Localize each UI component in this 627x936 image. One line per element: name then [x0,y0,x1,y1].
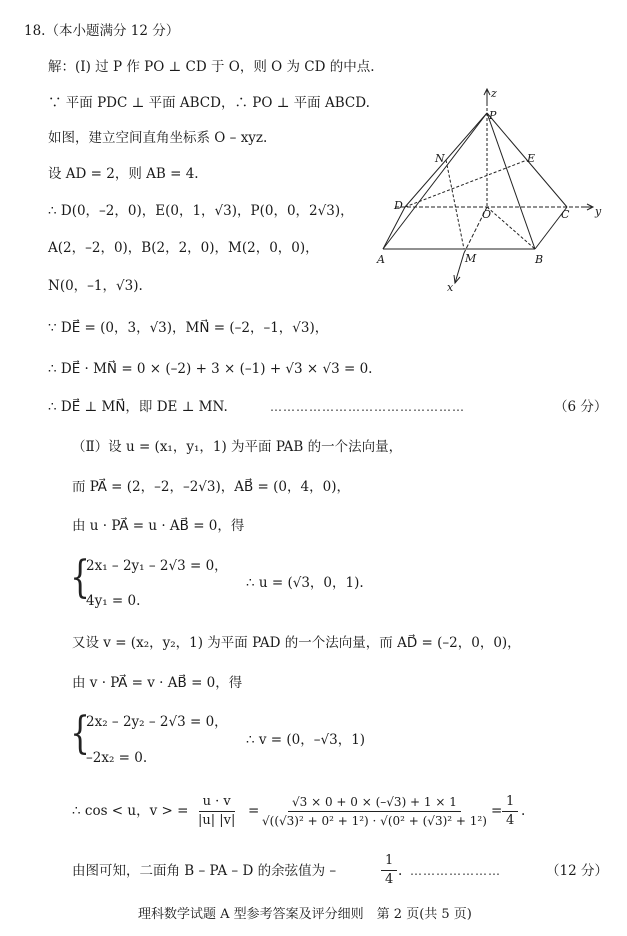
part2-line-2: 而 PA⃗ = (2，–2，–2√3)，AB⃗ = (0，4，0)， [72,479,350,495]
system-1-brace: { [70,552,90,603]
cosine-fraction-1-denominator: |u| |v| [198,813,236,828]
equals-sign-2: = [491,803,503,819]
system-2-eq-1: 2x₂ – 2y₂ – 2√3 = 0， [86,714,228,730]
part1-line-3: 如图，建立空间直角坐标系 O – xyz. [48,130,268,146]
part2-line-1: （Ⅱ）设 u = (x₁，y₁，1) 为平面 PAB 的一个法向量， [72,439,403,455]
cosine-fraction-1-numerator: u · v [199,794,235,812]
system-1-result: ∴ u = (√3，0，1). [246,575,364,591]
system-1-eq-2: 4y₁ = 0. [86,593,141,609]
part1-line-10: ∴ DE⃗ ⊥ MN⃗，即 DE ⊥ MN. [48,399,228,415]
page-footer: 理科数学试题 A 型参考答案及评分细则 第 2 页(共 5 页) [138,907,472,922]
part2-line-5: 由 v · PA⃗ = v · AB⃗ = 0，得 [72,675,243,691]
cosine-lhs: ∴ cos < u，v > = [72,803,189,819]
system-1-eq-1: 2x₁ – 2y₁ – 2√3 = 0， [86,558,228,574]
cosine-fraction-3 [502,794,518,829]
system-2-eq-2: –2x₂ = 0. [86,750,148,766]
system-2-brace: { [70,708,90,759]
part1-score: （6 分） [554,399,608,415]
part1-line-5: ∴ D(0，–2，0)，E(0，1，√3)，P(0，0，2√3)， [48,203,354,219]
label-y: y [595,205,602,218]
label-D: D [394,199,403,212]
part1-line-8: ∵ DE⃗ = (0，3，√3)，MN⃗ = (–2，–1，√3)， [48,320,329,336]
system-2-result: ∴ v = (0，–√3，1) [246,732,366,748]
label-E: E [527,152,536,165]
problem-header: 18.（本小题满分 12 分） [24,23,180,39]
label-z: z [491,87,497,100]
pyramid-figure [375,85,615,300]
cosine-fraction-2 [262,794,487,829]
part1-line-6: A(2，–2，0)，B(2，2，0)，M(2，0，0)， [48,240,319,256]
equals-sign: = [248,803,260,819]
part1-line-1: 解：(Ⅰ) 过 P 作 PO ⊥ CD 于 O，则 O 为 CD 的中点. [48,59,375,75]
cosine-fraction-2-numerator: √3 × 0 + 0 × (–√3) + 1 × 1 [288,794,461,812]
conclusion-fraction-denominator: 4 [385,872,394,887]
part1-line-2: ∵ 平面 PDC ⊥ 平面 ABCD，∴ PO ⊥ 平面 ABCD. [48,95,370,111]
cosine-fraction-2-denominator: √((√3)² + 0² + 1²) · √(0² + (√3)² + 1²) [262,814,487,828]
leader-dots-2: ………………… [410,864,501,878]
part2-line-4: 又设 v = (x₂，y₂，1) 为平面 PAD 的一个法向量，而 AD⃗ = (–2，0，0)， [72,635,521,651]
part2-conclusion: 由图可知，二面角 B – PA – D 的余弦值为 – [72,863,337,879]
label-x: x [447,281,454,294]
label-P: P [489,109,497,122]
cosine-fraction-3-denominator: 4 [506,813,515,828]
label-N: N [435,152,445,165]
label-C: C [561,208,570,221]
part2-line-3: 由 u · PA⃗ = u · AB⃗ = 0，得 [72,518,245,534]
label-M: M [465,252,477,265]
cosine-fraction-3-numerator: 1 [502,794,518,812]
cosine-tail: . [521,803,526,819]
part1-line-7: N(0，–1，√3). [48,278,143,294]
conclusion-fraction [381,853,397,888]
part1-line-9: ∴ DE⃗ · MN⃗ = 0 × (–2) + 3 × (–1) + √3 × √3 = 0. [48,361,373,377]
conclusion-tail: . [398,863,403,879]
leader-dots: ……………………………………… [270,400,465,414]
part2-score: （12 分） [546,863,608,879]
part1-line-4: 设 AD = 2，则 AB = 4. [48,166,199,182]
label-A: A [377,253,385,266]
label-O: O [482,208,492,221]
cosine-fraction-1 [198,794,235,829]
label-B: B [535,253,544,266]
conclusion-fraction-numerator: 1 [381,853,397,871]
